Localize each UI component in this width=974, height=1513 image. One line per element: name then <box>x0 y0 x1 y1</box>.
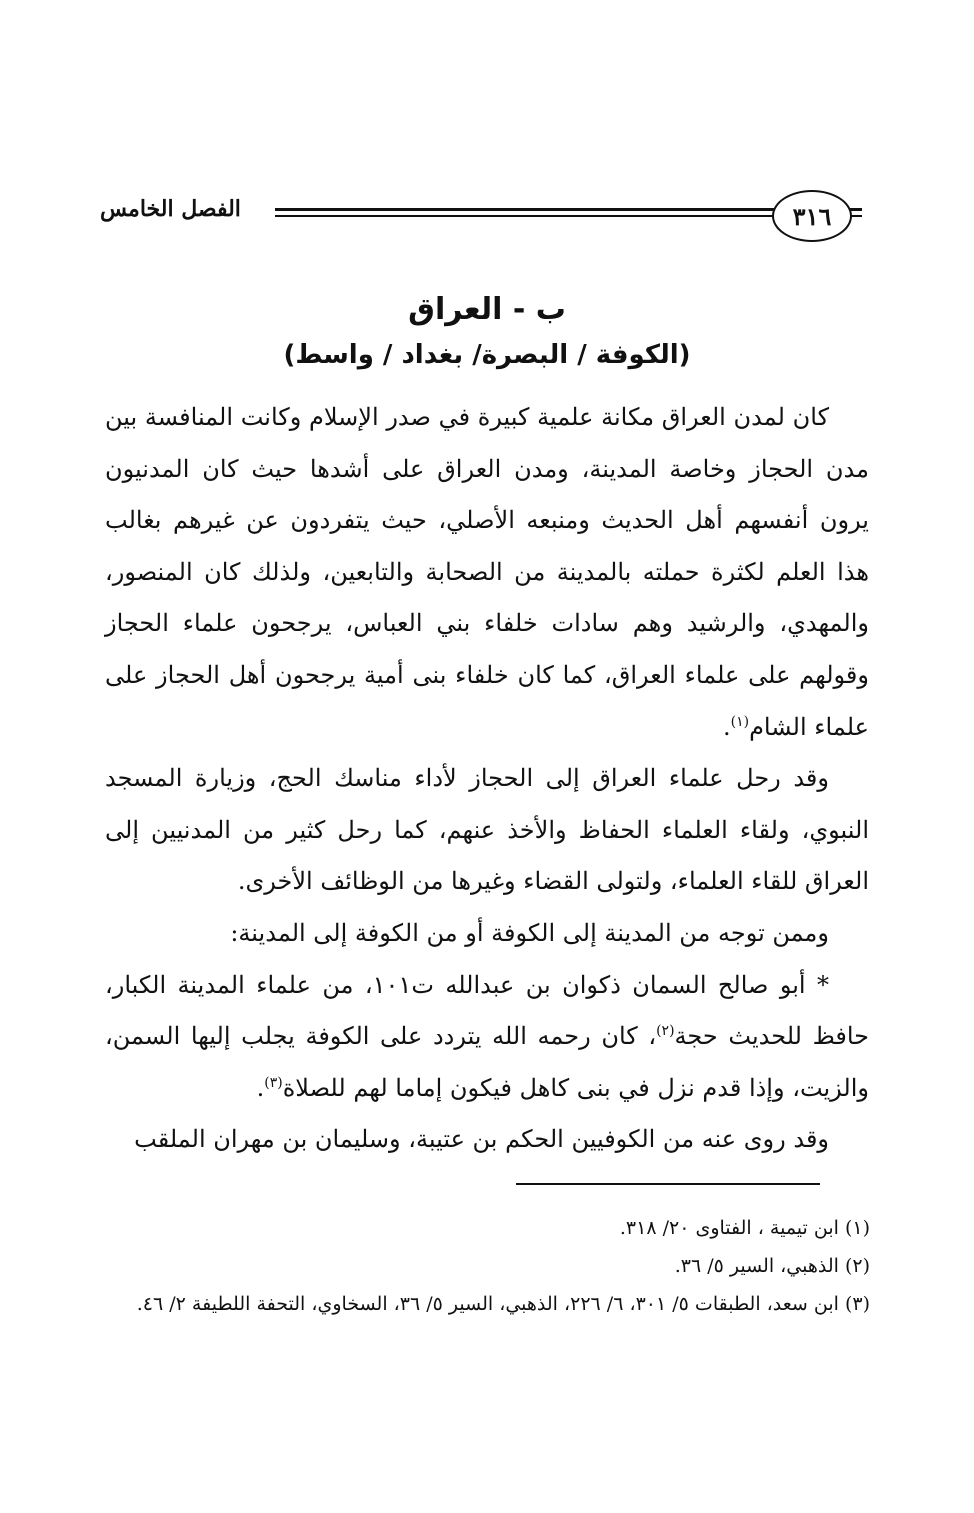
paragraph-4: * أبو صالح السمان ذكوان بن عبدالله ت١٠١، من علماء المدينة الكبار، حافظ للحديث حجة$^{(٢)}$، كان رحمه الله يتردد على الكوفة يجلب إليها السمن، والزيت، وإذا قدم نزل في بنى كاهل فيكون إماما لهم للصلاة$^{(٣)}$. <box>105 970 869 1102</box>
footnote-separator <box>516 1183 820 1185</box>
page-number: ٣١٦ <box>772 190 852 242</box>
paragraph-3: وممن توجه من المدينة إلى الكوفة أو من الكوفة إلى المدينة: <box>230 918 829 947</box>
footnote-1: (١) ابن تيمية ، الفتاوى ٢٠/ ٣١٨. <box>619 1217 870 1239</box>
footnote-ref-1: (١) <box>730 713 750 730</box>
section-subheading: (الكوفة / البصرة/ بغداد / واسط) <box>283 340 691 370</box>
footnote-2: (٢) الذهبي، السير ٥/ ٣٦. <box>674 1255 870 1277</box>
chapter-title: الفصل الخامس <box>100 196 241 222</box>
footnote-ref-3: (٣) <box>264 1074 283 1091</box>
footnote-3: (٣) ابن سعد، الطبقات ٥/ ٣٠١، ٦/ ٢٢٦، الذهبي، السير ٥/ ٣٦، السخاوي، التحفة اللطيفة ٢/ ٤٦. <box>136 1293 870 1315</box>
paragraph-1: كان لمدن العراق مكانة علمية كبيرة في صدر الإسلام وكانت المنافسة بين مدن الحجاز وخاصة المدينة، ومدن العراق على أشدها حيث كان المدنيون يرون أنفسهم أهل الحديث ومنبعه الأصلي، حيث يتفردون عن غيرهم بغالب هذا العلم لكثرة حملته بالمدينة من الصحابة والتابعين، ولذلك كان المنصور، والمهدي، والرشيد وهم سادات خلفاء بني العباس، يرجحون علماء الحجاز وقولهم على علماء العراق، كما كان خلفاء بنى أمية يرجحون أهل الحجاز على علماء الشام$^{(١)}$. <box>105 403 869 741</box>
paragraph-2: وقد رحل علماء العراق إلى الحجاز لأداء مناسك الحج، وزيارة المسجد النبوي، ولقاء العلماء الحفاظ والأخذ عنهم، كما رحل كثير من المدنيين إلى العراق للقاء العلماء، ولتولى القضاء وغيرها من الوظائف الأخرى. <box>105 764 869 896</box>
section-heading: ب - العراق <box>408 292 566 327</box>
body-text <box>105 392 869 1166</box>
page-header <box>100 190 870 240</box>
footnotes <box>100 1209 870 1323</box>
paragraph-5: وقد روى عنه من الكوفيين الحكم بن عتيبة، وسليمان بن مهران الملقب <box>134 1125 829 1154</box>
footnote-ref-2: (٢) <box>656 1023 675 1040</box>
